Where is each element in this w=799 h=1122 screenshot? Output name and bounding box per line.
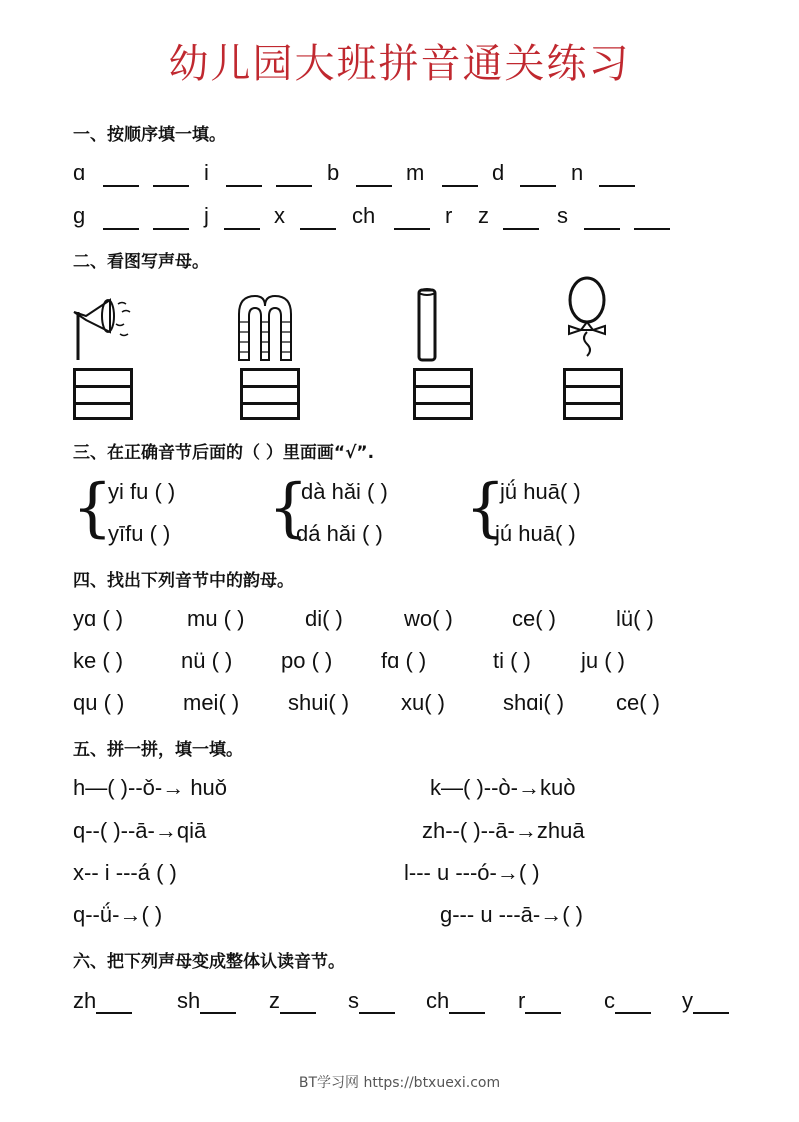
initial-letter: r xyxy=(518,988,526,1013)
letter: r xyxy=(445,203,453,228)
section-6-heading: 六、把下列声母变成整体认读音节。 xyxy=(73,952,345,972)
fill-blank[interactable] xyxy=(153,165,189,187)
initial-letter: sh xyxy=(177,988,201,1013)
syllable-item[interactable]: lü( ) xyxy=(616,606,654,631)
syllable-item[interactable]: wo( ) xyxy=(404,606,453,631)
balloon-icon xyxy=(563,276,619,360)
syllable-item[interactable]: ce( ) xyxy=(512,606,556,631)
brace: { xyxy=(72,471,113,545)
fill-blank[interactable] xyxy=(442,165,478,187)
initial-item xyxy=(348,988,395,1014)
syllable-option[interactable]: dá hǎi ( ) xyxy=(296,521,383,546)
fill-blank[interactable] xyxy=(280,992,316,1014)
syllable-item[interactable]: yɑ ( ) xyxy=(73,606,124,631)
fill-blank[interactable] xyxy=(449,992,485,1014)
answer-grid[interactable] xyxy=(413,368,473,420)
syllable-item[interactable]: di( ) xyxy=(305,606,343,631)
initial-letter: c xyxy=(604,988,615,1013)
fill-blank[interactable] xyxy=(615,992,651,1014)
spelling-exercise[interactable]: x-- i ---á ( ) xyxy=(73,860,177,885)
fill-blank[interactable] xyxy=(584,208,620,230)
syllable-item[interactable]: ju ( ) xyxy=(581,648,625,673)
fill-blank[interactable] xyxy=(103,208,139,230)
initial-item xyxy=(426,988,485,1014)
letter: s xyxy=(557,203,568,228)
spelling-exercise[interactable]: h—( )--ǒ-→ huǒ xyxy=(73,775,228,800)
letter: ɑ xyxy=(73,160,86,185)
spelling-exercise[interactable]: zh--( )--ā-→zhuā xyxy=(422,818,585,843)
syllable-item[interactable]: shɑi( ) xyxy=(503,690,565,715)
section-1-heading: 一、按顺序填一填。 xyxy=(73,125,226,145)
syllable-item[interactable]: mu ( ) xyxy=(187,606,245,631)
fill-blank[interactable] xyxy=(300,208,336,230)
syllable-option[interactable]: yīfu ( ) xyxy=(108,521,171,546)
letter: i xyxy=(204,160,209,185)
door-arch-icon xyxy=(235,292,295,362)
fill-blank[interactable] xyxy=(599,165,635,187)
spelling-exercise[interactable]: k—( )--ò-→kuò xyxy=(430,775,576,800)
section-5-heading: 五、拼一拼，填一填。 xyxy=(73,740,243,760)
letter: m xyxy=(406,160,425,185)
initial-letter: z xyxy=(269,988,280,1013)
letter: ch xyxy=(352,203,376,228)
fill-blank[interactable] xyxy=(226,165,262,187)
spelling-exercise[interactable]: q--( )--ā-→qiā xyxy=(73,818,207,843)
fill-blank[interactable] xyxy=(276,165,312,187)
initial-item xyxy=(604,988,651,1014)
spelling-exercise[interactable]: q--ǘ-→( ) xyxy=(73,902,163,927)
fill-blank[interactable] xyxy=(359,992,395,1014)
initial-item xyxy=(73,988,132,1014)
letter: z xyxy=(478,203,489,228)
fill-blank[interactable] xyxy=(356,165,392,187)
stick-icon xyxy=(415,286,439,362)
footer-watermark[interactable]: BT学习网 https://btxuexi.com xyxy=(298,1075,501,1091)
fill-blank[interactable] xyxy=(96,992,132,1014)
syllable-item[interactable]: shui( ) xyxy=(288,690,350,715)
letter: d xyxy=(492,160,505,185)
section-2-heading: 二、看图写声母。 xyxy=(73,252,209,272)
syllable-item[interactable]: mei( ) xyxy=(183,690,240,715)
syllable-item[interactable]: fɑ ( ) xyxy=(381,648,427,673)
initial-item xyxy=(518,988,561,1014)
syllable-item[interactable]: qu ( ) xyxy=(73,690,125,715)
fill-blank[interactable] xyxy=(103,165,139,187)
fill-blank[interactable] xyxy=(503,208,539,230)
page-title: 幼儿园大班拼音通关练习 xyxy=(168,41,631,87)
fill-blank[interactable] xyxy=(520,165,556,187)
syllable-option[interactable]: yi fu ( ) xyxy=(108,479,176,504)
initial-item xyxy=(682,988,729,1014)
answer-grid[interactable] xyxy=(240,368,300,420)
fill-blank[interactable] xyxy=(200,992,236,1014)
answer-grid[interactable] xyxy=(73,368,133,420)
brace: { xyxy=(465,471,506,545)
section-3-heading: 三、在正确音节后面的（ ）里面画“√”. xyxy=(73,443,375,463)
letter: b xyxy=(327,160,340,185)
initial-letter: y xyxy=(682,988,693,1013)
initial-letter: s xyxy=(348,988,359,1013)
section-4-heading: 四、找出下列音节中的韵母。 xyxy=(73,571,294,591)
brace: { xyxy=(268,471,309,545)
initial-letter: zh xyxy=(73,988,97,1013)
syllable-item[interactable]: nü ( ) xyxy=(181,648,233,673)
syllable-option[interactable]: jǘ huā( ) xyxy=(500,479,581,504)
syllable-item[interactable]: xu( ) xyxy=(401,690,445,715)
syllable-item[interactable]: po ( ) xyxy=(281,648,333,673)
syllable-item[interactable]: ce( ) xyxy=(616,690,660,715)
initial-letter: ch xyxy=(426,988,450,1013)
fill-blank[interactable] xyxy=(153,208,189,230)
syllable-item[interactable]: ke ( ) xyxy=(73,648,124,673)
fill-blank[interactable] xyxy=(693,992,729,1014)
answer-grid[interactable] xyxy=(563,368,623,420)
spelling-exercise[interactable]: l--- u ---ó-→( ) xyxy=(404,860,540,885)
fill-blank[interactable] xyxy=(224,208,260,230)
spelling-exercise[interactable]: g--- u ---ā-→( ) xyxy=(440,902,583,927)
syllable-item[interactable]: ti ( ) xyxy=(493,648,531,673)
letter: n xyxy=(571,160,584,185)
letter: j xyxy=(204,203,209,228)
letter: g xyxy=(73,203,86,228)
fill-blank[interactable] xyxy=(525,992,561,1014)
initial-item xyxy=(269,988,316,1014)
loudspeaker-icon xyxy=(70,292,140,362)
fill-blank[interactable] xyxy=(394,208,430,230)
letter: x xyxy=(274,203,285,228)
syllable-option[interactable]: jú huā( ) xyxy=(495,521,576,546)
fill-blank[interactable] xyxy=(634,208,670,230)
initial-item xyxy=(177,988,236,1014)
syllable-option[interactable]: dà hǎi ( ) xyxy=(301,479,388,504)
